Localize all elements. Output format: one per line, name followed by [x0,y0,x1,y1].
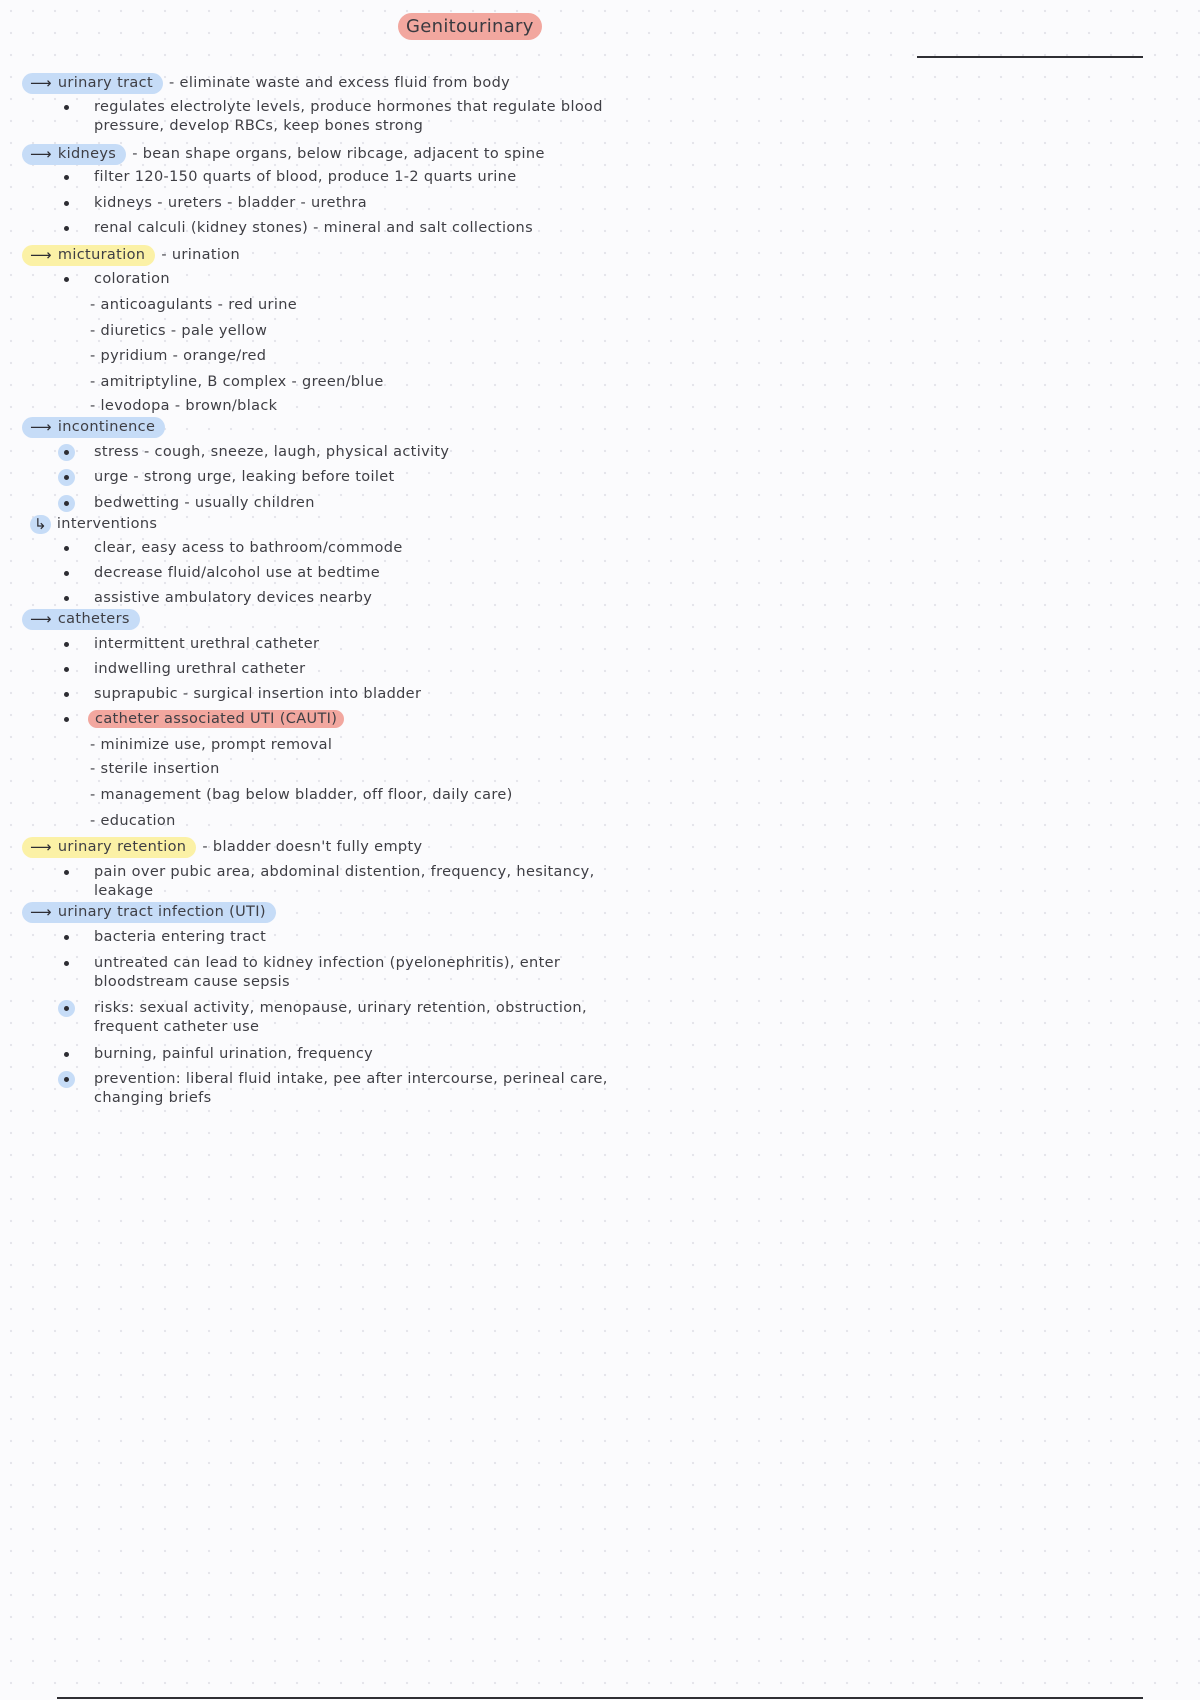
bullet-text: intermittent urethral catheter [94,636,320,652]
bullet-dot-icon [64,450,69,455]
arrow-right-icon: ⟶ [30,610,52,628]
bullet-dot-icon [64,1052,69,1057]
bullet-item [60,1045,614,1064]
page-title: Genitourinary [398,13,542,40]
bullet-text: bedwetting - usually children [94,495,315,511]
bullet-wrap [60,98,94,117]
bullet-wrap [60,999,94,1018]
bullet-text: prevention: liberal fluid intake, pee after intercourse, perineal care, changing briefs [94,1071,608,1106]
bullet-item [60,443,614,462]
bullet-wrap [60,685,94,704]
bullet-wrap [60,589,94,608]
bullet-wrap [60,468,94,487]
bullet-wrap [60,270,94,289]
arrow-right-icon: ⟶ [30,145,52,163]
bullet-dot-icon [64,105,69,110]
bullet-dot-icon [64,201,69,206]
section-heading [22,902,276,923]
bullet-item [60,710,344,729]
heading-highlight [22,144,126,165]
highlighted-text: catheter associated UTI (CAUTI) [88,710,344,728]
heading-description: - bean shape organs, below ribcage, adjacent to spine [132,146,545,162]
sub-item: - amitriptyline, B complex - green/blue [90,374,384,390]
bottom-rule [57,1697,1143,1699]
heading-label: urinary retention [57,839,187,855]
bullet-dot-icon [64,717,69,722]
section-heading [22,417,165,438]
sub-item: - education [90,813,176,829]
bullet-text: untreated can lead to kidney infection (pyelonephritis), enter bloodstream cause sepsis [94,955,561,990]
heading-label: urinary tract [57,75,154,91]
bullet-text: stress - cough, sneeze, laugh, physical activity [94,444,450,460]
bullet-wrap [60,494,94,513]
bullet-dot-icon [64,175,69,180]
bullet-item [60,954,614,992]
bullet-wrap [60,443,94,462]
sub-item: - anticoagulants - red urine [90,297,298,313]
arrow-right-icon: ⟶ [30,246,52,264]
arrow-right-icon: ⟶ [30,838,52,856]
bullet-item [60,168,614,187]
heading-highlight [22,73,163,94]
heading-highlight [22,609,140,630]
bullet-dot-icon [64,667,69,672]
bullet-wrap [60,194,94,213]
heading-label: interventions [56,516,158,532]
bullet-text: kidneys - ureters - bladder - urethra [94,195,367,211]
bullet-dot-icon [64,226,69,231]
heading-highlight [22,902,276,923]
heading-description: - bladder doesn't fully empty [202,839,423,855]
bullet-item [60,635,614,654]
heading-highlight [22,514,167,535]
bullet-wrap [60,1045,94,1064]
heading-label: kidneys [57,146,117,162]
bullet-item [60,564,614,583]
bullet-wrap [60,710,94,729]
bullet-text: pain over pubic area, abdominal distention, frequency, hesitancy, leakage [94,864,595,899]
bullet-wrap [60,1070,94,1089]
sub-item: - diuretics - pale yellow [90,323,268,339]
bullet-wrap [60,219,94,238]
bullet-item [60,1070,614,1108]
bullet-item [60,194,614,213]
sub-item: - management (bag below bladder, off floor, daily care) [90,787,513,803]
bullet-dot-icon [64,692,69,697]
heading-label: catheters [57,611,130,627]
bullet-item [60,999,614,1037]
bullet-wrap [60,863,94,882]
bullet-text [94,710,344,729]
heading-highlight [22,417,165,438]
bullet-dot-icon [64,475,69,480]
bullet-item [60,928,614,947]
bullet-item [60,270,614,289]
bullet-text: suprapubic - surgical insertion into bladder [94,686,422,702]
sub-item: - pyridium - orange/red [90,348,267,364]
bullet-wrap [60,660,94,679]
heading-description: - urination [161,247,241,263]
section-heading [22,837,422,858]
bullet-wrap [60,168,94,187]
bullet-text: decrease fluid/alcohol use at bedtime [94,565,381,581]
heading-label: urinary tract infection (UTI) [57,904,266,920]
bullet-dot-icon [64,961,69,966]
bullet-text: renal calculi (kidney stones) - mineral and salt collections [94,220,533,236]
bullet-dot-icon [64,935,69,940]
bullet-dot-icon [64,642,69,647]
section-heading [22,609,140,630]
bullet-text: urge - strong urge, leaking before toilet [94,469,395,485]
bullet-text: coloration [94,271,170,287]
bullet-text: clear, easy acess to bathroom/commode [94,540,403,556]
sub-item: - minimize use, prompt removal [90,737,333,753]
bullet-dot-icon [64,870,69,875]
bullet-wrap [60,635,94,654]
bullet-wrap [60,928,94,947]
bullet-item [60,539,614,558]
bullet-text: regulates electrolyte levels, produce hormones that regulate blood pressure, develop RBCs, keep bones strong [94,99,603,134]
bullet-dot-icon [64,596,69,601]
bullet-dot-icon [64,546,69,551]
bullet-text: indwelling urethral catheter [94,661,306,677]
heading-highlight [22,837,196,858]
heading-label: micturation [57,247,146,263]
bullet-text: burning, painful urination, frequency [94,1046,374,1062]
bullet-text: filter 120-150 quarts of blood, produce 1-2 quarts urine [94,169,517,185]
bullet-text: assistive ambulatory devices nearby [94,590,373,606]
section-heading [22,144,545,165]
bullet-item [60,219,614,238]
bullet-item [60,589,614,608]
bullet-dot-icon [64,277,69,282]
sub-item: - sterile insertion [90,761,220,777]
bullet-item [60,660,614,679]
section-heading [22,245,240,266]
arrow-right-icon: ⟶ [30,418,52,436]
bullet-wrap [60,564,94,583]
bullet-item [60,98,614,136]
bullet-item [60,494,614,513]
bullet-text: risks: sexual activity, menopause, urinary retention, obstruction, frequent catheter use [94,1000,587,1035]
return-arrow-icon: ↳ [30,515,51,534]
sub-item: - levodopa - brown/black [90,398,278,414]
bullet-item [60,468,614,487]
section-heading [22,73,510,94]
bullet-text: bacteria entering tract [94,929,267,945]
bullet-item [60,863,614,901]
arrow-right-icon: ⟶ [30,903,52,921]
heading-description: - eliminate waste and excess fluid from body [169,75,511,91]
bullet-dot-icon [64,1077,69,1082]
arrow-right-icon: ⟶ [30,74,52,92]
bullet-dot-icon [64,501,69,506]
heading-label: incontinence [57,419,156,435]
bullet-dot-icon [64,1006,69,1011]
bullet-wrap [60,539,94,558]
section-heading [22,514,167,535]
bullet-wrap [60,954,94,973]
bullet-item [60,685,614,704]
heading-highlight [22,245,155,266]
bullet-dot-icon [64,571,69,576]
